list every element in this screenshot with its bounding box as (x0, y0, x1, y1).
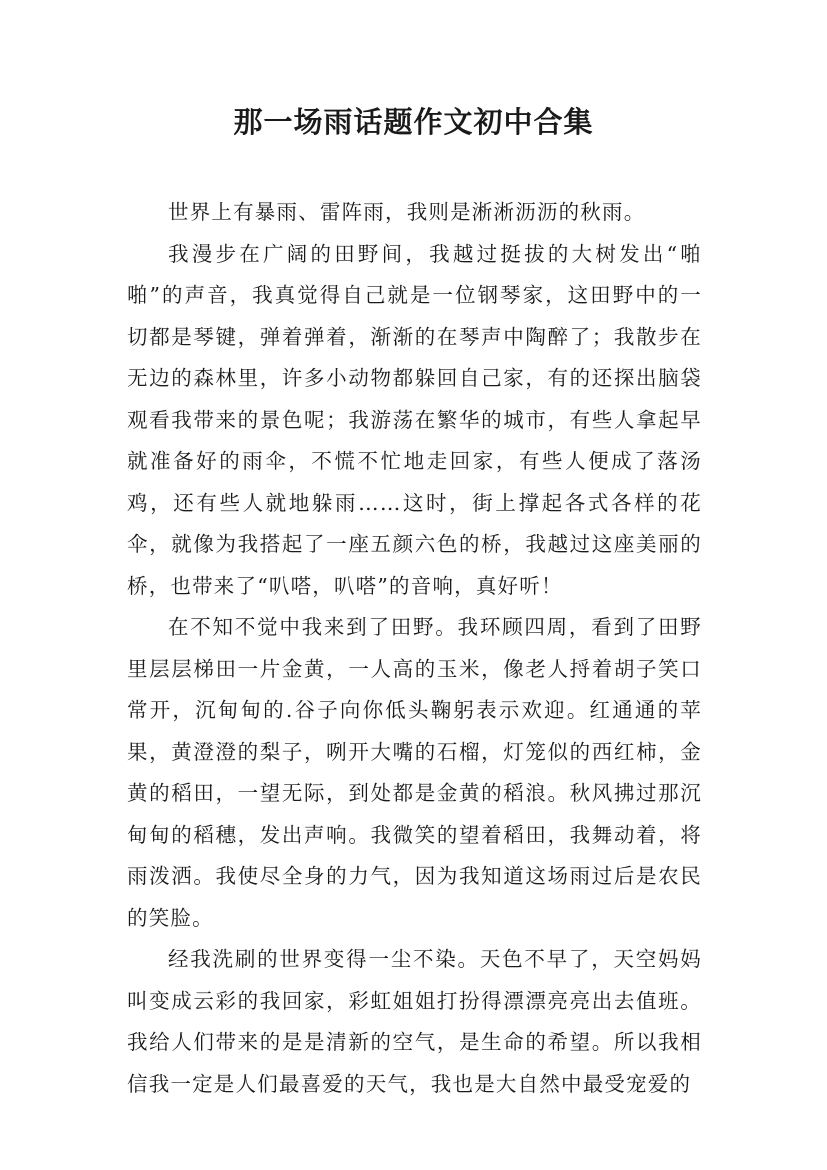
paragraph: 世界上有暴雨、雷阵雨，我则是淅淅沥沥的秋雨。 (168, 200, 646, 224)
document-title: 那一场雨话题作文初中合集 (233, 105, 594, 139)
paragraph: 我漫步在广阔的田野间，我越过挺拔的大树发出“啪啪”的声音，我真觉得自己就是一位钢琴家，这田野中的一切都是琴键，弹着弹着，渐渐的在琴声中陶醉了；我散步在无边的森林里，许多小动物都躲回自己家，有的还探出脑袋观看我带来的景色呢；我游荡在繁华的城市，有些人拿起早就准备好的雨伞，不慌不忙地走回家，有些人便成了落汤鸡，还有些人就地躲雨……这时，街上撑起各式各样的花伞，就像为我搭起了一座五颜六色的桥，我越过这座美丽的桥，也带来了“叭嗒，叭嗒”的音响，真好听！ (127, 241, 702, 598)
document-body (127, 192, 702, 1105)
paragraph: 经我洗刷的世界变得一尘不染。天色不早了，天空妈妈叫变成云彩的我回家，彩虹姐姐打扮得漂漂亮亮出去值班。我给人们带来的是是清新的空气，是生命的希望。所以我相信我一定是人们最喜爱的天气，我也是大自然中最受宠爱的 (127, 947, 702, 1096)
paragraph: 在不知不觉中我来到了田野。我环顾四周，看到了田野里层层梯田一片金黄，一人高的玉米，像老人捋着胡子笑口常开，沉甸甸的.谷子向你低头鞠躬表示欢迎。红通通的苹果，黄澄澄的梨子，咧开大嘴的石榴，灯笼似的西红柿，金黄的稻田，一望无际，到处都是金黄的稻浪。秋风拂过那沉甸甸的稻穗，发出声响。我微笑的望着稻田，我舞动着，将雨泼洒。我使尽全身的力气，因为我知道这场雨过后是农民的笑脸。 (127, 615, 702, 930)
